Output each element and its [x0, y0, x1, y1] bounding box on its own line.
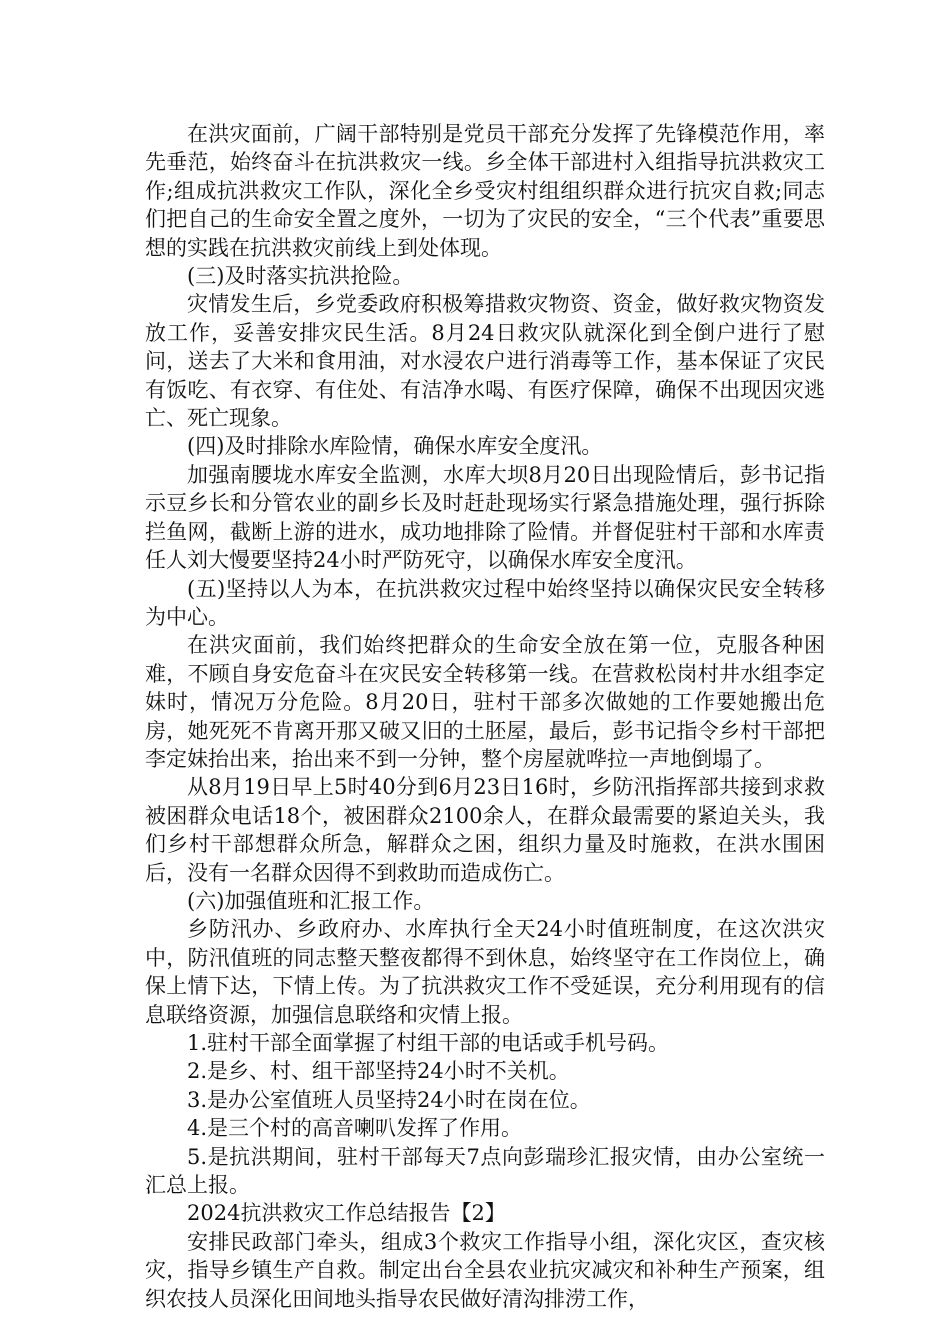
body-paragraph: 在洪灾面前，广阔干部特别是党员干部充分发挥了先锋模范作用，率先垂范，始终奋斗在抗洪救灾一线。乡全体干部进村入组指导抗洪救灾工作;组成抗洪救灾工作队，深化全乡受灾村组组织群众进行抗灾自救;同志们把自己的生命安全置之度外，一切为了灾民的安全，“三个代表”重要思想的实践在抗洪救灾前线上到处体现。: [145, 122, 825, 260]
body-paragraph: 从8月19日早上5时40分到6月23日16时，乡防汛指挥部共接到求救被困群众电话18个，被困群众2100余人，在群众最需要的紧迫关头，我们乡村干部想群众所急，解群众之困，组织力量及时施救，在洪水围困后，没有一名群众因得不到救助而造成伤亡。: [145, 775, 825, 885]
body-paragraph: 在洪灾面前，我们始终把群众的生命安全放在第一位，克服各种困难，不顾自身安危奋斗在灾民安全转移第一线。在营救松岗村井水组李定妹时，情况万分危险。8月20日，驻村干部多次做她的工作要她搬出危房，她死死不肯离开那又破又旧的土胚屋，最后，彭书记指令乡村干部把李定妹抬出来，抬出来不到一分钟，整个房屋就哗拉一声地倒塌了。: [145, 633, 825, 771]
list-item: 1.驻村干部全面掌握了村组干部的电话或手机号码。: [187, 1031, 670, 1055]
list-item: 4.是三个村的高音喇叭发挥了作用。: [187, 1116, 523, 1141]
document-body: [145, 120, 825, 1313]
section-heading: (三)及时落实抗洪抢险。: [187, 264, 414, 289]
list-item: 2.是乡、村、组干部坚持24小时不关机。: [187, 1059, 570, 1084]
body-paragraph: 安排民政部门牵头，组成3个救灾工作指导小组，深化灾区，查灾核灾，指导乡镇生产自救。制定出台全县农业抗灾减灾和补种生产预案，组织农技人员深化田间地头指导农民做好清沟排涝工作，: [145, 1229, 825, 1311]
body-paragraph: 加强南腰垅水库安全监测，水库大坝8月20日出现险情后，彭书记指示豆乡长和分管农业的副乡长及时赶赴现场实行紧急措施处理，强行拆除拦鱼网，截断上游的进水，成功地排除了险情。并督促驻村干部和水库责任人刘大慢要坚持24小时严防死守，以确保水库安全度汛。: [145, 462, 825, 573]
section-heading: (六)加强值班和汇报工作。: [187, 888, 435, 913]
section-heading: (四)及时排除水库险情，确保水库安全度汛。: [187, 434, 603, 459]
body-paragraph: 灾情发生后，乡党委政府积极筹措救灾物资、资金，做好救灾物资发放工作，妥善安排灾民生活。8月24日救灾队就深化到全倒户进行了慰问，送去了大米和食用油，对水浸农户进行消毒等工作，基本保证了灾民有饭吃、有衣穿、有住处、有洁净水喝、有医疗保障，确保不出现因灾逃亡、死亡现象。: [145, 292, 825, 431]
list-item: 5.是抗洪期间，驻村干部每天7点向彭瑞珍汇报灾情，由办公室统一汇总上报。: [145, 1144, 825, 1198]
list-item: 3.是办公室值班人员坚持24小时在岗在位。: [187, 1087, 591, 1112]
report-title: 2024抗洪救灾工作总结报告【2】: [187, 1201, 506, 1226]
body-paragraph: 乡防汛办、乡政府办、水库执行全天24小时值班制度，在这次洪灾中，防汛值班的同志整天整夜都得不到休息，始终坚守在工作岗位上，确保上情下达，下情上传。为了抗洪救灾工作不受延误，充分利用现有的信息联络资源，加强信息联络和灾情上报。: [145, 917, 825, 1027]
section-heading: (五)坚持以人为本，在抗洪救灾过程中始终坚持以确保灾民安全转移为中心。: [145, 576, 825, 629]
